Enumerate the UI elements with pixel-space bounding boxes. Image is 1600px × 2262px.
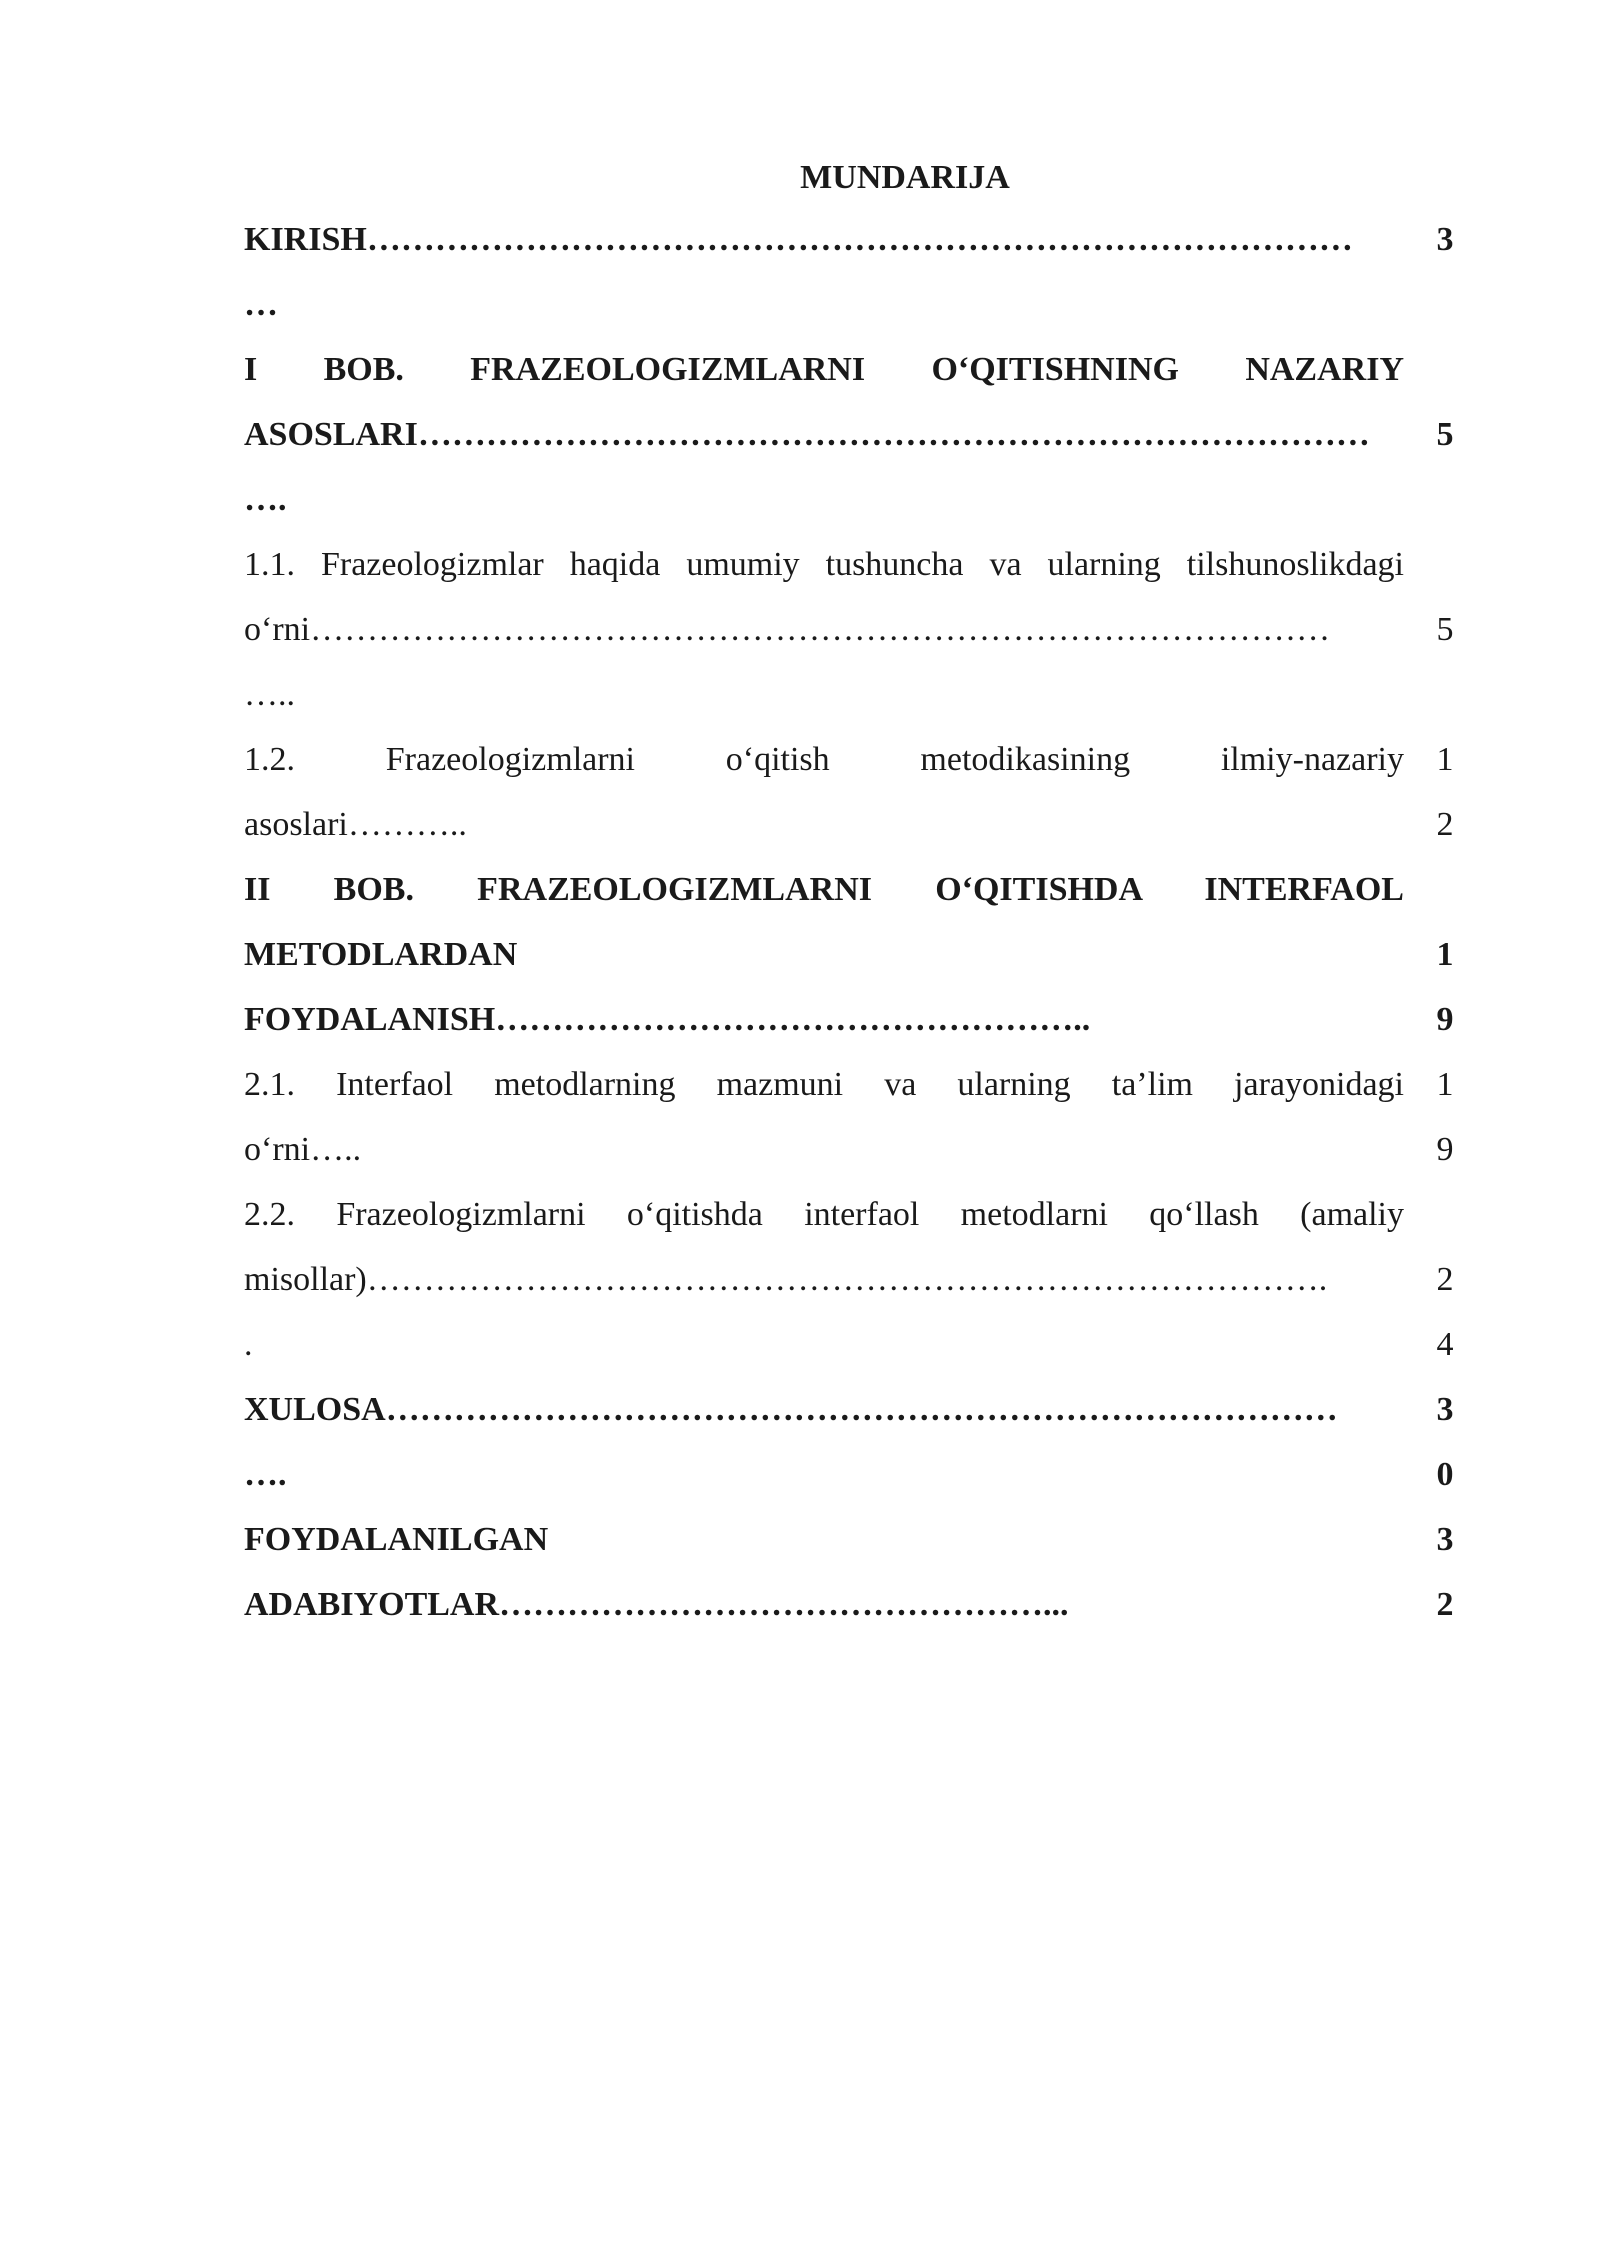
toc-entry-chapter-1-continuation: ….: [244, 481, 287, 518]
toc-entry-section-2-2-title: 2.2. Frazeologizmlarni o‘qitishda interfaol metodlarni qo‘llash (amaliy: [244, 1196, 1404, 1233]
page-number-references-digit-2: 2: [1436, 1586, 1454, 1623]
toc-entry-chapter-1-title: I BOB. FRAZEOLOGIZMLARNI O‘QITISHNING NAZARIY: [244, 351, 1404, 388]
page-number-kirish: 3: [1436, 221, 1454, 258]
toc-entry-section-1-1-title: 1.1. Frazeologizmlar haqida umumiy tushuncha va ularning tilshunoslikdagi: [244, 546, 1404, 583]
page-number-chapter-2-digit-2: 9: [1436, 1001, 1454, 1038]
page-number-section-2-1-digit-2: 9: [1436, 1131, 1454, 1168]
toc-entry-section-2-2-leader: misollar)………………………………………………………………………….: [244, 1261, 1328, 1298]
page-number-references-digit-1: 3: [1436, 1521, 1454, 1558]
page-number-section-2-1-digit-1: 1: [1436, 1066, 1454, 1103]
toc-entry-references-leader: ADABIYOTLAR…………………………………………...: [244, 1586, 1069, 1623]
toc-entry-chapter-2-title: II BOB. FRAZEOLOGIZMLARNI O‘QITISHDA INTERFAOL: [244, 871, 1404, 908]
toc-entry-section-1-2-title: 1.2. Frazeologizmlarni o‘qitish metodikasining ilmiy-nazariy: [244, 741, 1404, 778]
toc-entry-xulosa: XULOSA…………………………………………………………………………: [244, 1391, 1338, 1428]
toc-entry-section-2-1-leader: o‘rni…..: [244, 1131, 362, 1168]
page-number-xulosa-digit-2: 0: [1436, 1456, 1454, 1493]
page-number-chapter-2-digit-1: 1: [1436, 936, 1454, 973]
toc-entry-section-1-2-leader: asoslari………..: [244, 806, 467, 843]
page-number-chapter-1: 5: [1436, 416, 1454, 453]
toc-entry-references-title: FOYDALANILGAN: [244, 1521, 549, 1558]
toc-title: MUNDARIJA: [800, 159, 1010, 196]
page-number-section-2-2-digit-1: 2: [1436, 1261, 1454, 1298]
page-number-section-1-2-digit-1: 1: [1436, 741, 1454, 778]
toc-entry-kirish: KIRISH……………………………………………………………………………: [244, 221, 1353, 258]
toc-entry-chapter-2-title-cont: METODLARDAN: [244, 936, 518, 973]
page-number-section-1-2-digit-2: 2: [1436, 806, 1454, 843]
toc-entry-kirish-continuation: …: [244, 286, 278, 323]
toc-entry-section-1-1-leader: o‘rni………………………………………………………………………………: [244, 611, 1331, 648]
toc-entry-section-2-1-title: 2.1. Interfaol metodlarning mazmuni va ularning ta’lim jarayonidagi: [244, 1066, 1404, 1103]
page-number-section-2-2-digit-2: 4: [1436, 1326, 1454, 1363]
toc-entry-section-1-1-continuation: …..: [244, 676, 295, 713]
toc-entry-chapter-2-leader: FOYDALANISH……………………………………………..: [244, 1001, 1091, 1038]
page-number-section-1-1: 5: [1436, 611, 1454, 648]
toc-entry-section-2-2-continuation: .: [244, 1326, 253, 1363]
page-number-xulosa-digit-1: 3: [1436, 1391, 1454, 1428]
toc-entry-chapter-1-leader: ASOSLARI…………………………………………………………………………: [244, 416, 1370, 453]
toc-entry-xulosa-continuation: ….: [244, 1456, 287, 1493]
